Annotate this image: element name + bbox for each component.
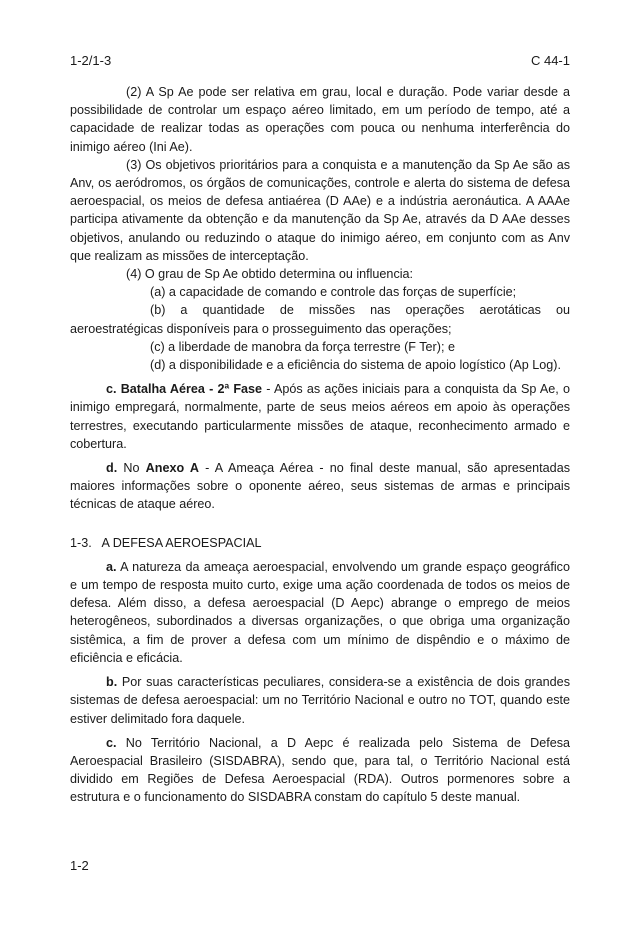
annex-a-reference: Anexo A <box>145 461 199 476</box>
section-a-text: A natureza da ameaça aeroespacial, envolvendo um grande espaço geográfico e um tempo de resposta muito curto, exige uma ação coordenada de todos os meios de defesa. Além disso, a defesa aeroespacial (D Aepc) abrange o emprego de meios heterogêneos, subordinados a diversas organizações, o que obriga uma organização sistêmica, a fim de prover a defesa com um mínimo de dispêndio e o máximo de eficiência e eficácia. <box>70 559 570 665</box>
item-4a: (a) a capacidade de comando e controle das forças de superfície; <box>150 285 517 300</box>
paragraph-2: (2) A Sp Ae pode ser relativa em grau, local e duração. Pode variar desde a possibilidade de controlar um espaço aéreo limitado, em um período de tempo, até a capacidade de realizar todas as operações com pouca ou nenhuma interferência do inimigo aéreo (Ini Ae). <box>70 85 570 154</box>
section-paragraph-a <box>70 558 570 667</box>
item-4b: (b) a quantidade de missões nas operações aerotáticas ou aeroestratégicas disponíveis para o prosseguimento das operações; <box>70 303 570 336</box>
paragraph-4: (4) O grau de Sp Ae obtido determina ou influencia: <box>126 267 414 282</box>
item-4d: (d) a disponibilidade e a eficiência do sistema de apoio logístico (Ap Log). <box>150 358 561 373</box>
paragraph-d-pre: No <box>117 461 146 476</box>
section-title: 1-3. A DEFESA AEROESPACIAL <box>70 535 262 550</box>
paragraph-3: (3) Os objetivos prioritários para a conquista e a manutenção da Sp Ae são as Anv, os aeródromos, os órgãos de comunicações, controle e alerta do sistema de defesa aeroespacial, os meios de defesa antiaérea (D AAe) e a indústria aeronáutica. A AAAe participa ativamente da obtenção e da manutenção da Sp Ae, através da D AAe desses objetivos, anulando ou reduzindo o ataque do inimigo aéreo, em conjunto com as Anv que realizam as missões de interceptação. <box>70 157 570 263</box>
item-4c: (c) a liberdade de manobra da força terrestre (F Ter); e <box>150 339 455 354</box>
paragraph-c <box>70 380 570 453</box>
section-c-label: c. <box>106 735 117 750</box>
document-body <box>70 83 570 807</box>
paragraph-d <box>70 459 570 514</box>
section-b-text: Por suas características peculiares, considera-se a existência de dois grandes sistemas de defesa aeroespacial: um no Território Nacional e outro no TOT, quando este estiver delimitado fora daquele. <box>70 675 570 726</box>
paragraph-d-label: d. <box>106 461 118 476</box>
header-section-ref: 1-2/1-3 <box>70 53 112 68</box>
section-c-text: No Território Nacional, a D Aepc é realizada pelo Sistema de Defesa Aeroespacial Brasileiro (SISDABRA), sendo que, para tal, o Território Nacional está dividido em Regiões de Defesa Aeroespacial (RDA). Outros pormenores sobre a estrutura e o funcionamento do SISDABRA constam do capítulo 5 deste manual. <box>70 735 570 805</box>
paragraph-c-label: c. Batalha Aérea - 2ª Fase <box>106 382 263 397</box>
header-manual-code: C 44-1 <box>530 53 570 68</box>
paragraph-d-text: - A Ameaça Aérea - no final deste manual, são apresentadas maiores informações sobre o oponente aéreo, seus sistemas de armas e principais técnicas de ataque aéreo. <box>70 461 570 512</box>
page-number: 1-2 <box>70 858 89 873</box>
section-a-label: a. <box>106 559 117 574</box>
section-paragraph-b <box>70 673 570 728</box>
section-b-label: b. <box>106 675 118 690</box>
paragraph-c-text: - Após as ações iniciais para a conquista da Sp Ae, o inimigo empregará, normalmente, parte de seus meios aéreos em apoio às operações terrestres, executando particularmente missões de ataque, reconhecimento armado e cobertura. <box>70 382 570 451</box>
section-paragraph-c <box>70 734 570 807</box>
